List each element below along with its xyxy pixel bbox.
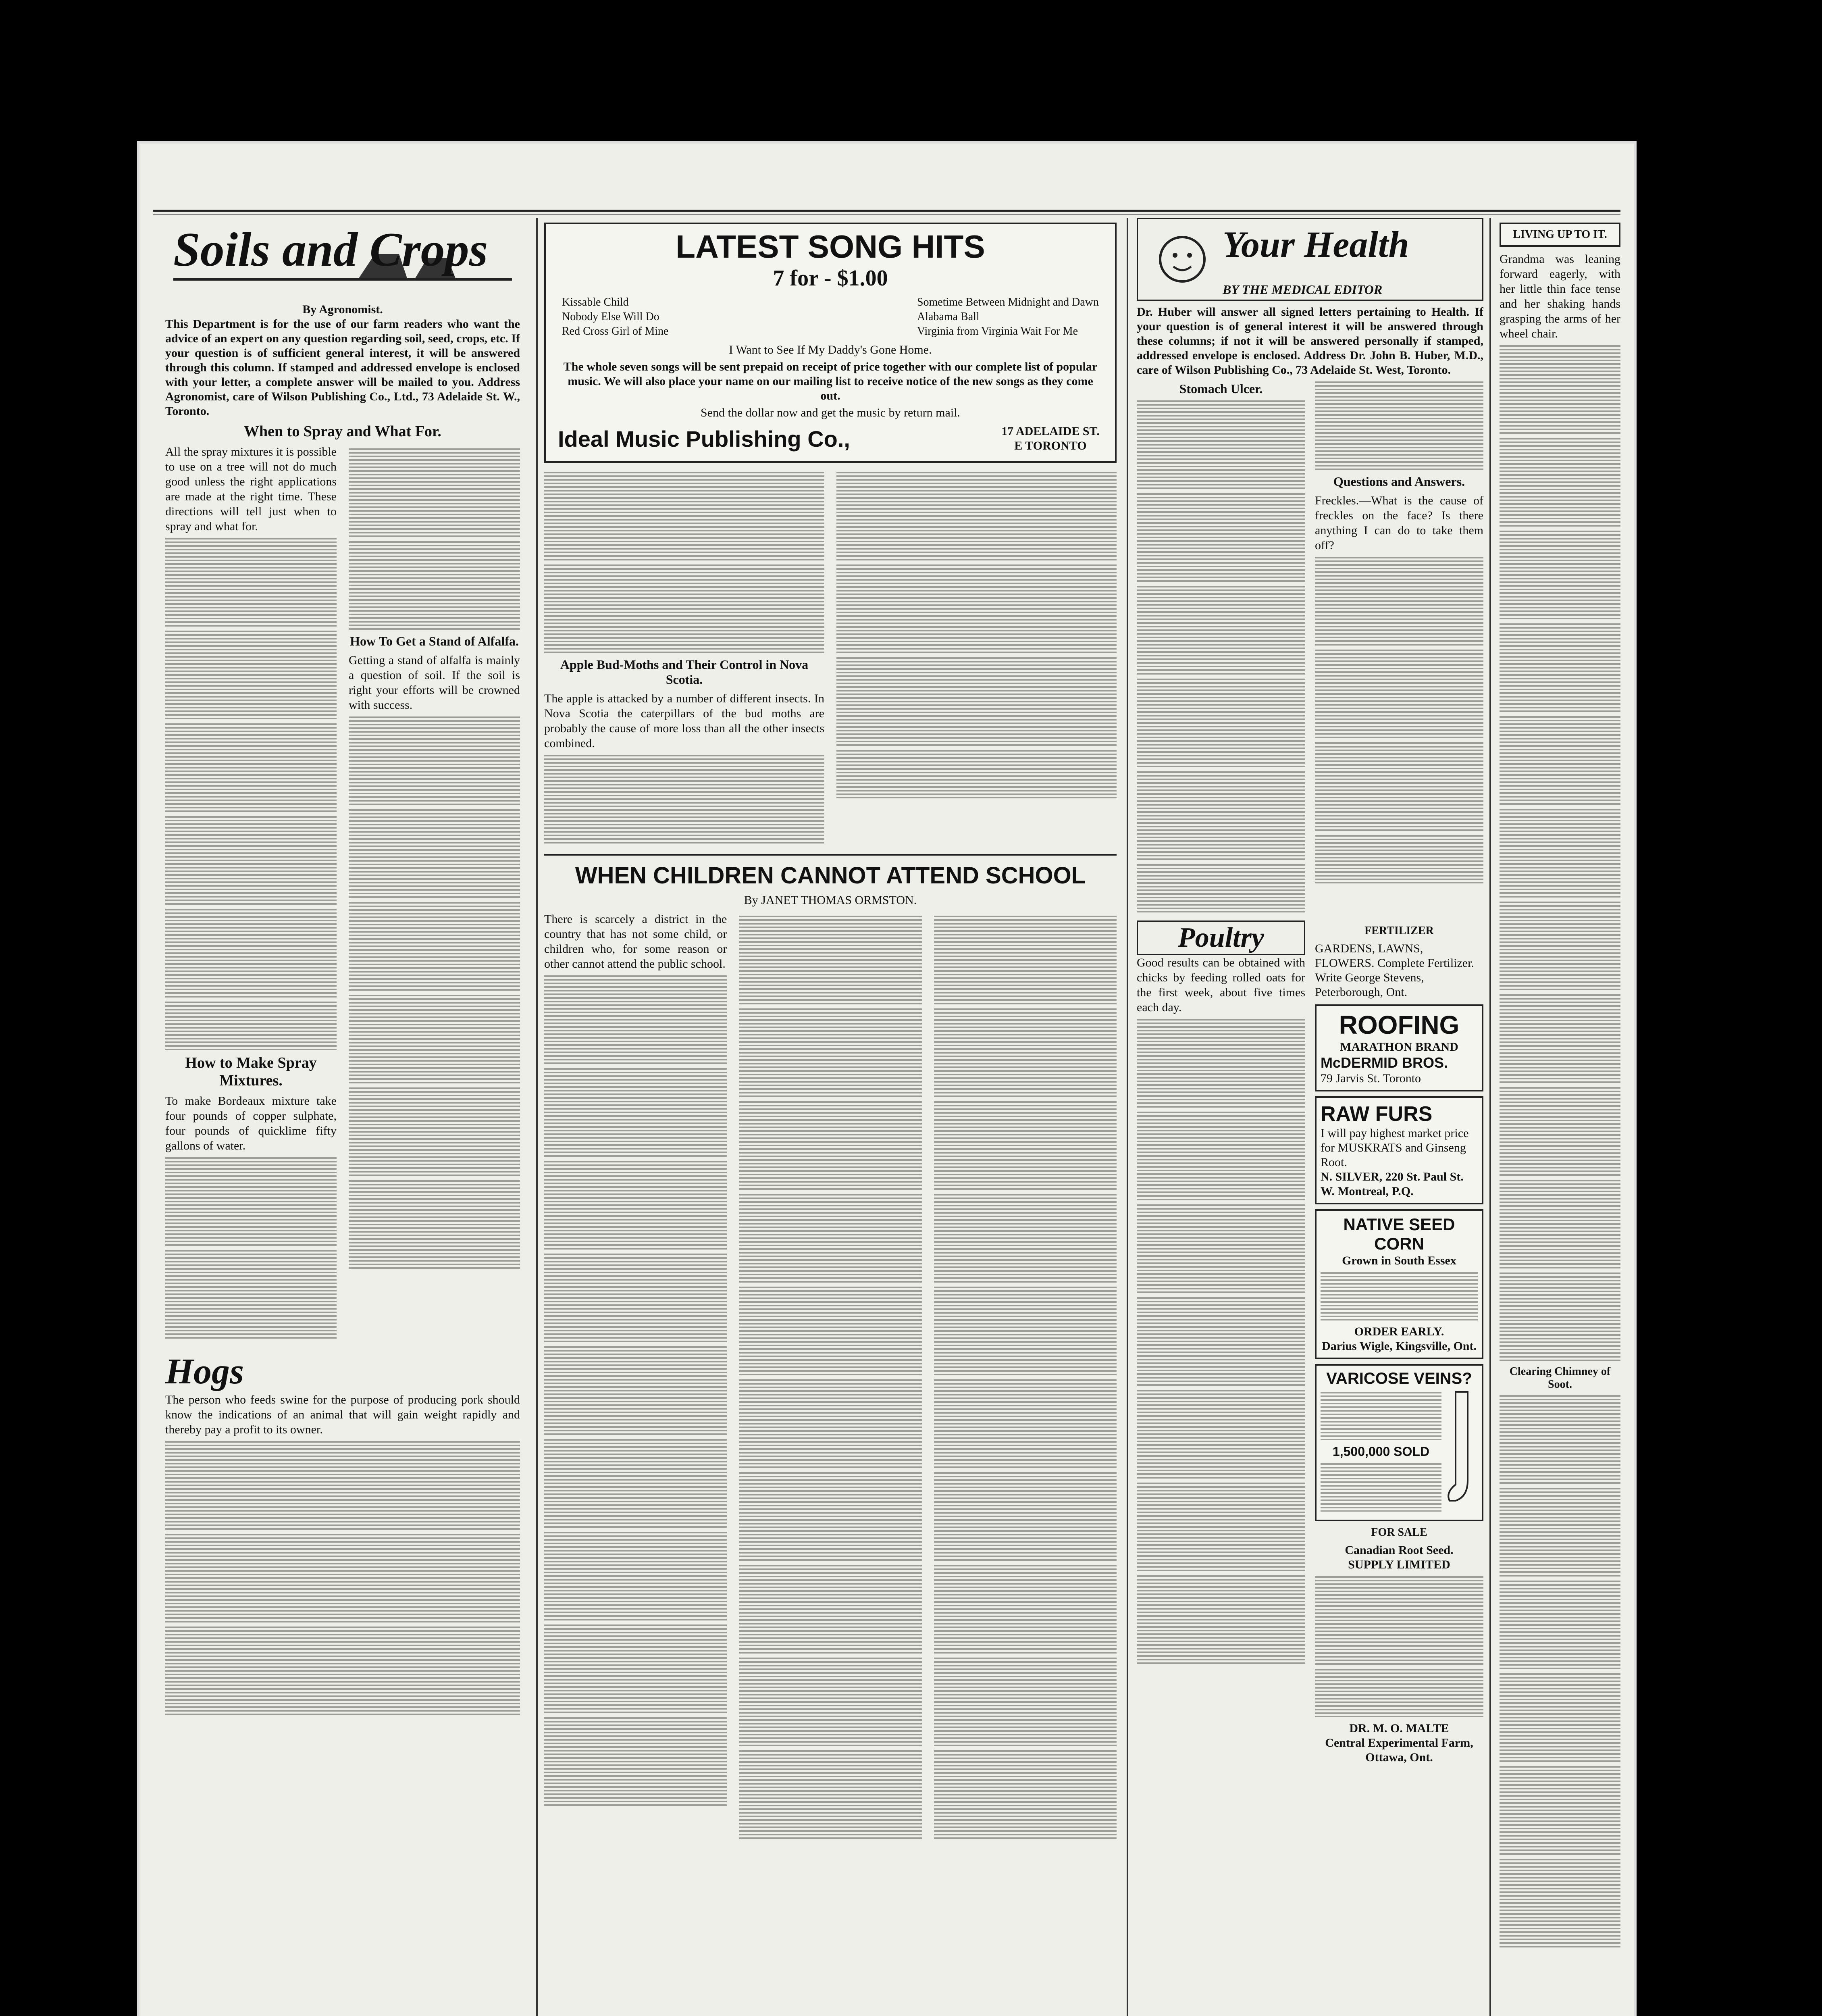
poultry-text: Good results can be obtained with chicks by feeding rolled oats for the first week, about five times each day.	[1137, 956, 1305, 1014]
sun-face-icon	[1142, 219, 1223, 296]
publisher-address: 17 ADELAIDE ST. E TORONTO	[1001, 425, 1100, 452]
hogs-title: Hogs	[165, 1352, 244, 1391]
varicose-title: VARICOSE VEINS?	[1326, 1370, 1472, 1387]
song-title: Red Cross Girl of Mine	[562, 325, 669, 337]
classified-ads	[1315, 921, 1483, 1765]
soils-title: Soils and Crops	[173, 223, 488, 276]
health-masthead	[1137, 218, 1483, 301]
seed-corn-ad	[1315, 1209, 1483, 1359]
varicose-ad	[1315, 1364, 1483, 1521]
raw-furs-ad	[1315, 1096, 1483, 1204]
roofing-title: ROOFING	[1339, 1010, 1460, 1039]
story-column	[1500, 218, 1620, 2016]
song-title: Alabama Ball	[917, 310, 980, 323]
health-subtitle: BY THE MEDICAL EDITOR	[1223, 282, 1383, 297]
soils-byline: By Agronomist.	[302, 303, 383, 316]
spray-headline: When to Spray and What For.	[244, 423, 441, 440]
seed-corn-title: NATIVE SEED CORN	[1343, 1215, 1455, 1253]
section-rule	[544, 854, 1117, 856]
roofing-address: 79 Jarvis St. Toronto	[1321, 1072, 1421, 1085]
health-title: Your Health	[1223, 224, 1409, 265]
column-rule	[1489, 218, 1491, 2016]
spray-mixtures-headline: How to Make Spray Mixtures.	[185, 1054, 317, 1089]
column-rule	[536, 218, 538, 2016]
forsale-limited: SUPPLY LIMITED	[1348, 1558, 1450, 1571]
health-intro: Dr. Huber will answer all signed letters pertaining to Health. If your question is of general interest it will be answered through these columns; if not it will be answered personally if stamped, addressed envelope is enclosed. Address Dr. John B. Huber, M.D., care of Wilson Publishing Co., 73 Adelaide St. West, Toronto.	[1137, 305, 1483, 377]
forsale-address: Central Experimental Farm, Ottawa, Ont.	[1325, 1736, 1473, 1764]
school-text: There is scarcely a district in the country that has not some child, or children who, for some reason or other cannot attend the public school.	[544, 912, 727, 971]
apple-headline: Apple Bud-Moths and Their Control in Nova Scotia.	[560, 657, 809, 687]
forsale-sub: Canadian Root Seed.	[1345, 1543, 1454, 1557]
furs-text: I will pay highest market price for MUSKRATS and Ginseng Root.	[1321, 1127, 1469, 1169]
song-hits-price: 7 for - $1.00	[773, 266, 888, 291]
soils-intro: This Department is for the use of our farm readers who want the advice of an expert on any question regarding soil, seed, crops, etc. If your question is of sufficient general interest, it will be answered through this column. If stamped and addressed envelope is enclosed with your letter, a complete answer will be mailed to you. Address Agronomist, care of Wilson Publishing Co., Ltd., 73 Adelaide St. W., Toronto.	[165, 317, 520, 418]
song-extra: I Want to See If My Daddy's Gone Home.	[729, 343, 932, 356]
song-hits-title: LATEST SONG HITS	[676, 229, 985, 264]
school-byline: By JANET THOMAS ORMSTON.	[744, 893, 917, 907]
spray-text: All the spray mixtures it is possible to use on a tree will not do much good unless the right applications are made at the right time. These directions will tell just when to spray and what for.	[165, 445, 337, 533]
song-send: Send the dollar now and get the music by return mail.	[700, 406, 961, 419]
forsale-firm: DR. M. O. MALTE	[1349, 1722, 1449, 1735]
song-note: The whole seven songs will be sent prepaid on receipt of price together with our complete list of popular music. We will also place your name on our mailing list to receive notice of the new songs as they come out.	[563, 360, 1098, 402]
furs-firm: N. SILVER, 220 St. Paul St. W. Montreal, P.Q.	[1321, 1170, 1464, 1198]
varicose-sold: 1,500,000 SOLD	[1332, 1444, 1430, 1459]
seed-corn-order: ORDER EARLY.	[1354, 1325, 1444, 1338]
seed-corn-sub: Grown in South Essex	[1342, 1254, 1456, 1267]
soot-headline: Clearing Chimney of Soot.	[1509, 1365, 1611, 1391]
song-title: Sometime Between Midnight and Dawn	[917, 296, 1099, 308]
spray-mixtures-text: To make Bordeaux mixture take four pounds of copper sulphate, four pounds of quicklime fifty gallons of water.	[165, 1094, 337, 1152]
story-title: LIVING UP TO IT.	[1500, 223, 1620, 247]
song-title: Nobody Else Will Do	[562, 310, 659, 323]
seed-corn-firm: Darius Wigle, Kingsville, Ont.	[1322, 1339, 1477, 1353]
top-rule	[153, 210, 1620, 212]
roofing-ad	[1315, 1004, 1483, 1091]
soils-masthead	[165, 218, 520, 302]
alfalfa-headline: How To Get a Stand of Alfalfa.	[350, 634, 519, 648]
school-headline: WHEN CHILDREN CANNOT ATTEND SCHOOL	[575, 862, 1086, 889]
newspaper-page	[137, 141, 1637, 2016]
column-rule	[1127, 218, 1128, 2016]
roofing-sub: MARATHON BRAND	[1340, 1040, 1458, 1054]
song-title: Kissable Child	[562, 296, 629, 308]
fertilizer-ad-text: GARDENS, LAWNS, FLOWERS. Complete Fertilizer. Write George Stevens, Peterborough, Ont.	[1315, 942, 1474, 999]
qa-text: Freckles.—What is the cause of freckles on the face? Is there anything I can do to take them off?	[1315, 494, 1483, 552]
fertilizer-ad-head: FERTILIZER	[1364, 925, 1434, 937]
song-title: Virginia from Virginia Wait For Me	[917, 325, 1078, 337]
alfalfa-text: Getting a stand of alfalfa is mainly a question of soil. If the soil is right your efforts will be crowned with success.	[349, 654, 520, 712]
stocking-icon	[1446, 1388, 1478, 1509]
middle-column	[544, 218, 1117, 2016]
hogs-text: The person who feeds swine for the purpose of producing pork should know the indications of an animal that will gain weight rapidly and thereby pay a profit to its owner.	[165, 1393, 520, 1436]
furs-title: RAW FURS	[1321, 1102, 1433, 1126]
ulcer-headline: Stomach Ulcer.	[1179, 381, 1263, 396]
story-text: Grandma was leaning forward eagerly, with her little thin face tense and her shaking hands grasping the arms of her wheel chair.	[1500, 252, 1620, 340]
health-column	[1137, 218, 1483, 2016]
qa-headline: Questions and Answers.	[1333, 474, 1465, 489]
forsale-title: FOR SALE	[1371, 1526, 1427, 1539]
top-rule-thin	[153, 214, 1620, 215]
publisher-name: Ideal Music Publishing Co.,	[558, 426, 850, 452]
apple-text: The apple is attacked by a number of different insects. In Nova Scotia the caterpillars of the bud moths are probably the cause of more loss than all the other insects combined.	[544, 692, 824, 750]
poultry-title: Poultry	[1137, 921, 1305, 955]
roofing-firm: McDERMID BROS.	[1321, 1054, 1448, 1071]
song-hits-ad	[544, 223, 1117, 463]
soils-and-crops-column	[165, 218, 520, 2016]
